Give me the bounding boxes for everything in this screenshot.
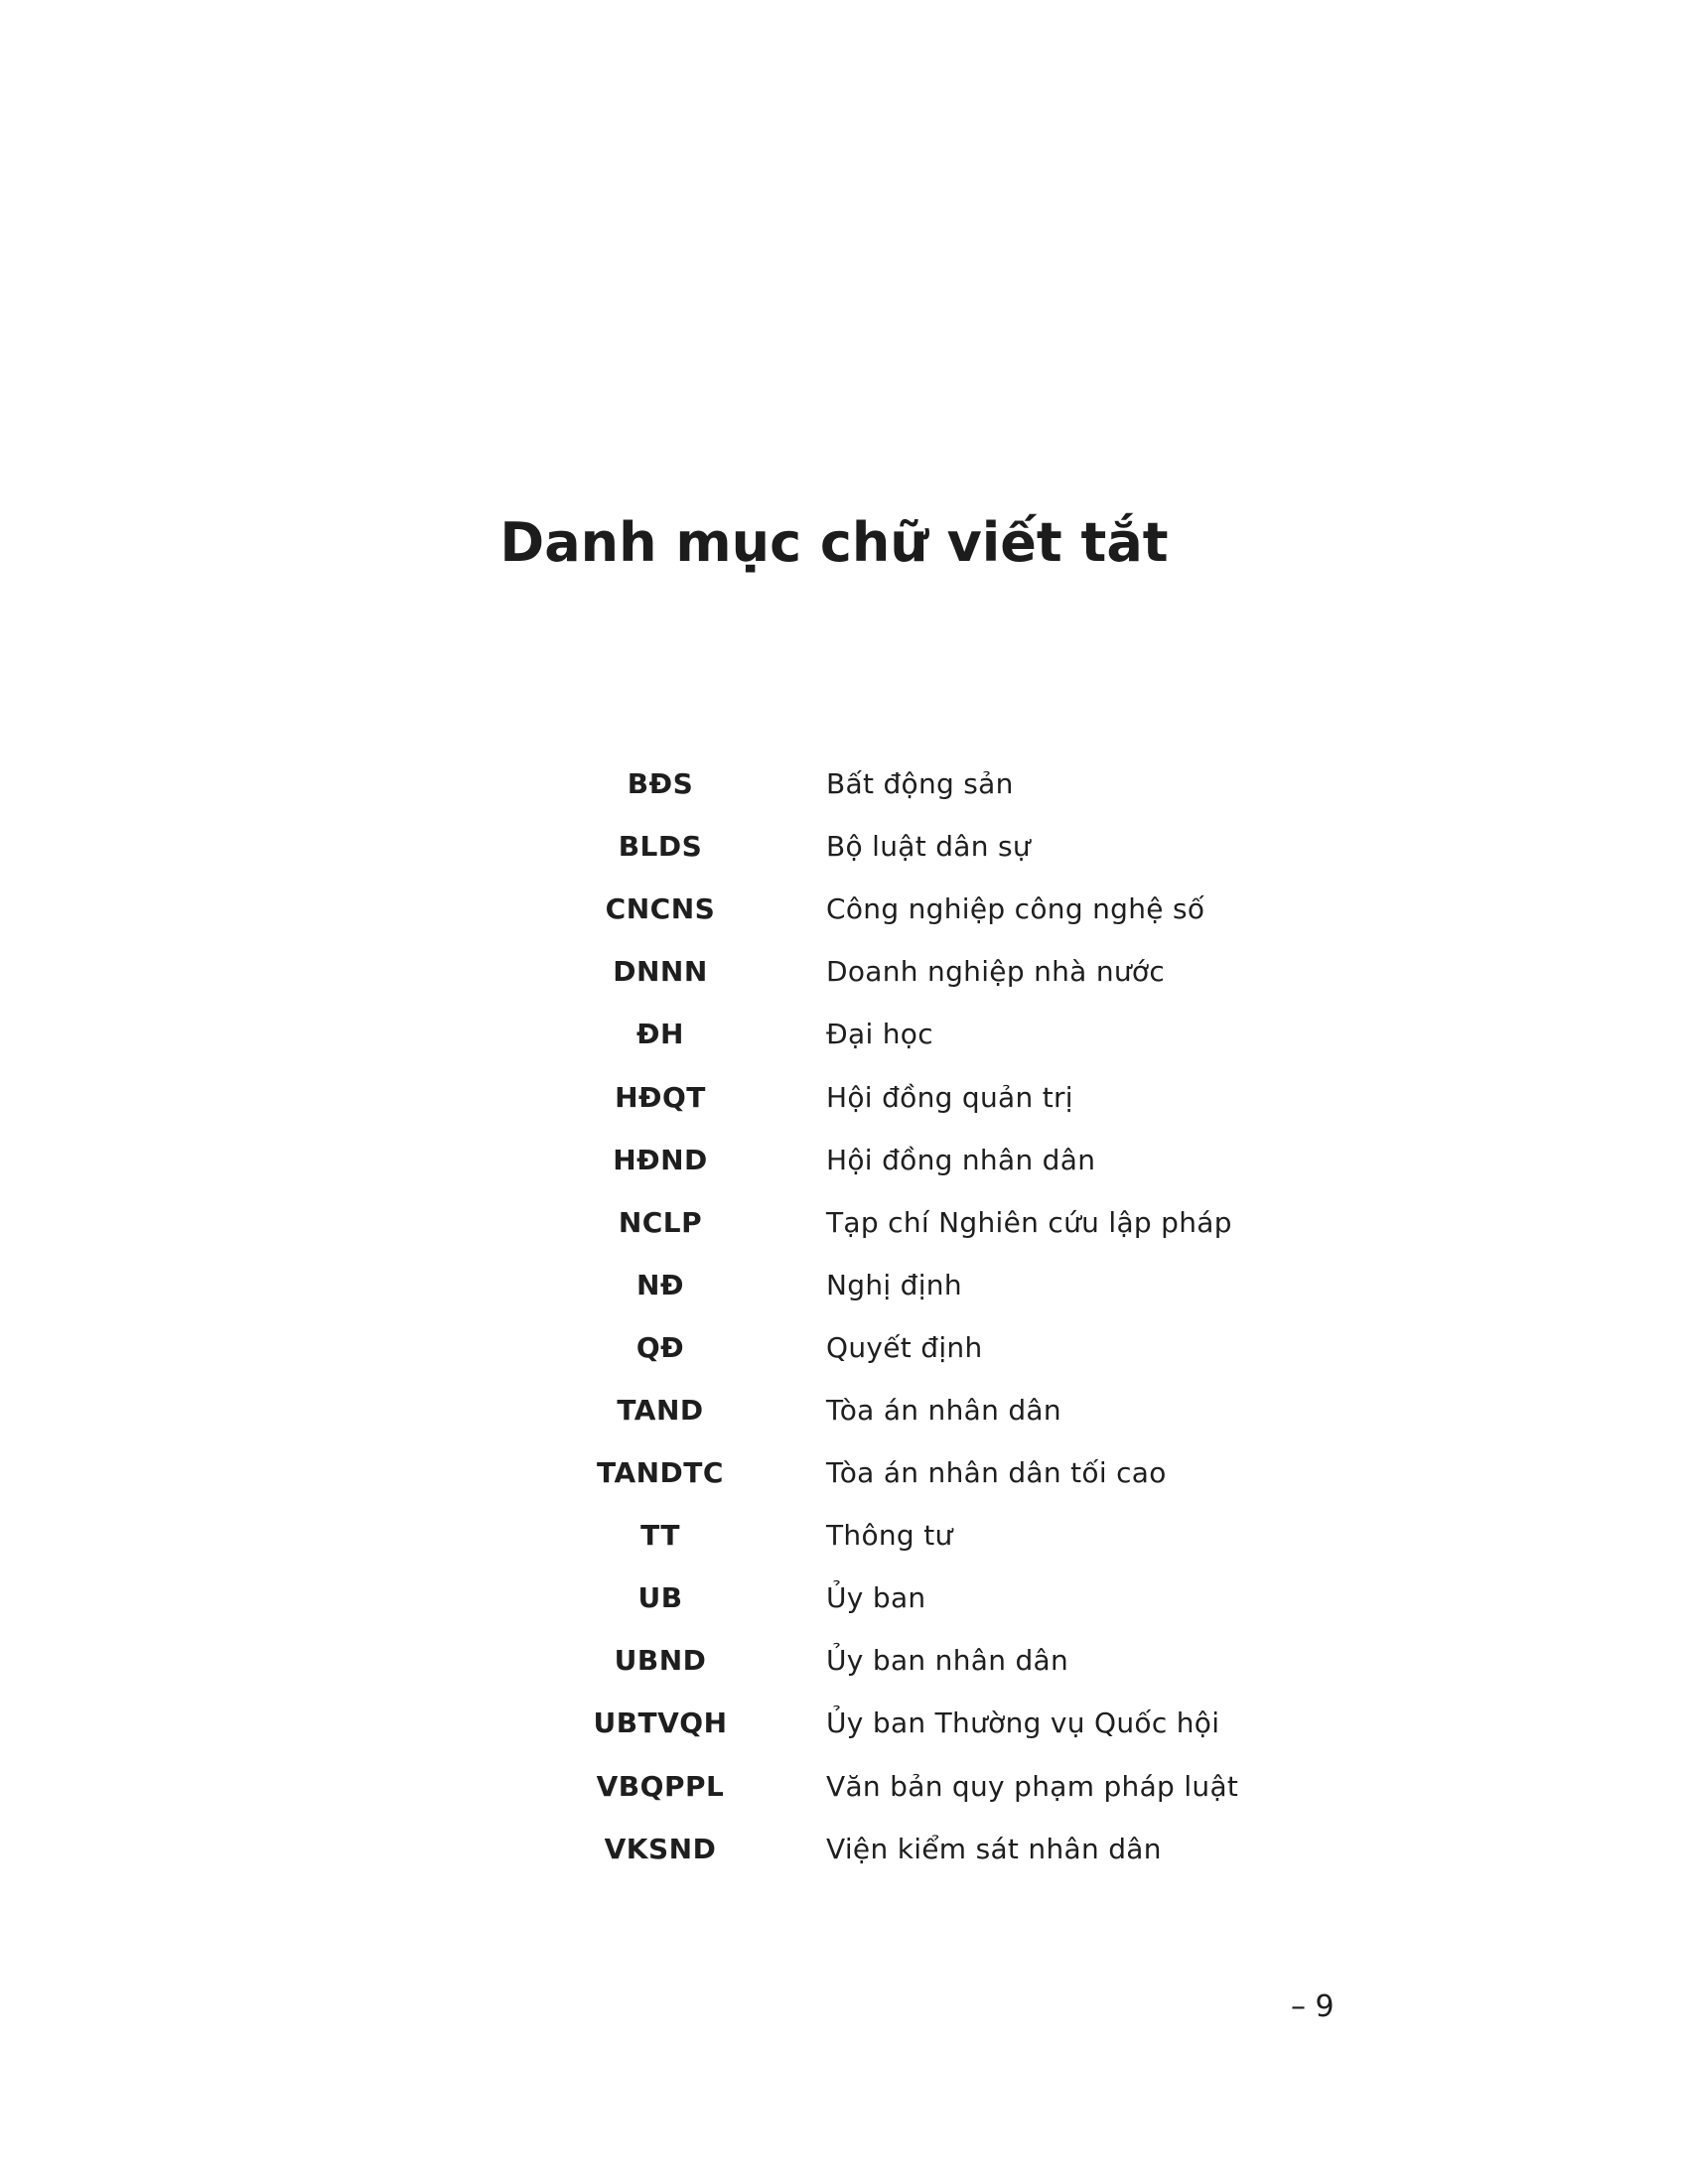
abbreviation-meaning: Hội đồng quản trị bbox=[826, 1080, 1073, 1114]
abbreviation-meaning: Bộ luật dân sự bbox=[826, 830, 1031, 864]
abbreviation-meaning: Quyết định bbox=[826, 1330, 983, 1364]
abbreviation-code: CNCNS bbox=[605, 892, 716, 926]
list-item bbox=[556, 1818, 1251, 1880]
list-item bbox=[556, 1755, 1251, 1818]
list-item bbox=[556, 1065, 1251, 1128]
abbreviation-code: TANDTC bbox=[597, 1456, 724, 1490]
page-number: – 9 bbox=[1291, 1989, 1335, 2024]
abbreviation-meaning: Ủy ban Thường vụ Quốc hội bbox=[826, 1706, 1220, 1740]
abbreviation-meaning: Bất động sản bbox=[826, 767, 1014, 801]
abbreviation-meaning: Hội đồng nhân dân bbox=[826, 1143, 1096, 1176]
list-item bbox=[556, 1567, 1251, 1629]
list-item bbox=[556, 1316, 1251, 1379]
abbreviation-code: HĐND bbox=[613, 1143, 708, 1176]
abbreviation-list bbox=[556, 752, 1251, 1880]
abbreviation-code: ĐH bbox=[636, 1018, 684, 1051]
list-item bbox=[556, 1129, 1251, 1191]
abbreviation-code: NĐ bbox=[636, 1268, 684, 1301]
list-item bbox=[556, 1692, 1251, 1754]
abbreviation-meaning: Ủy ban nhân dân bbox=[826, 1644, 1069, 1678]
abbreviation-code: TAND bbox=[617, 1393, 704, 1427]
abbreviation-code: BĐS bbox=[627, 767, 694, 801]
list-item bbox=[556, 1629, 1251, 1692]
list-item bbox=[556, 1254, 1251, 1316]
abbreviation-meaning: Tòa án nhân dân tối cao bbox=[826, 1456, 1167, 1490]
abbreviation-code: UBTVQH bbox=[593, 1706, 728, 1740]
abbreviation-meaning: Tòa án nhân dân bbox=[826, 1393, 1061, 1427]
list-item bbox=[556, 878, 1251, 940]
abbreviation-meaning: Ủy ban bbox=[826, 1581, 926, 1615]
list-item bbox=[556, 1191, 1251, 1254]
abbreviation-code: HĐQT bbox=[615, 1080, 706, 1114]
abbreviation-meaning: Viện kiểm sát nhân dân bbox=[826, 1832, 1162, 1865]
abbreviation-meaning: Công nghiệp công nghệ số bbox=[826, 892, 1205, 926]
abbreviation-meaning: Nghị định bbox=[826, 1268, 962, 1301]
abbreviation-code: QĐ bbox=[635, 1330, 685, 1364]
abbreviation-code: TT bbox=[640, 1519, 680, 1553]
abbreviation-code: VBQPPL bbox=[596, 1769, 725, 1803]
list-item bbox=[556, 1003, 1251, 1065]
abbreviation-meaning: Tạp chí Nghiên cứu lập pháp bbox=[826, 1205, 1232, 1239]
list-item bbox=[556, 815, 1251, 878]
list-item bbox=[556, 1441, 1251, 1504]
abbreviation-meaning: Doanh nghiệp nhà nước bbox=[826, 955, 1166, 989]
abbreviation-meaning: Thông tư bbox=[826, 1519, 953, 1553]
list-item bbox=[556, 940, 1251, 1003]
list-item bbox=[556, 1379, 1251, 1441]
abbreviation-code: VKSND bbox=[604, 1832, 717, 1865]
page-title: Danh mục chữ viết tắt bbox=[499, 511, 1169, 574]
abbreviation-code: BLDS bbox=[618, 830, 703, 864]
list-item bbox=[556, 1504, 1251, 1567]
abbreviation-code: DNNN bbox=[613, 955, 708, 989]
abbreviation-meaning: Văn bản quy phạm pháp luật bbox=[826, 1769, 1239, 1803]
abbreviation-meaning: Đại học bbox=[826, 1018, 933, 1051]
abbreviation-code: UB bbox=[637, 1581, 683, 1615]
abbreviation-code: UBND bbox=[614, 1644, 707, 1678]
list-item bbox=[556, 752, 1251, 815]
abbreviation-code: NCLP bbox=[618, 1205, 703, 1239]
